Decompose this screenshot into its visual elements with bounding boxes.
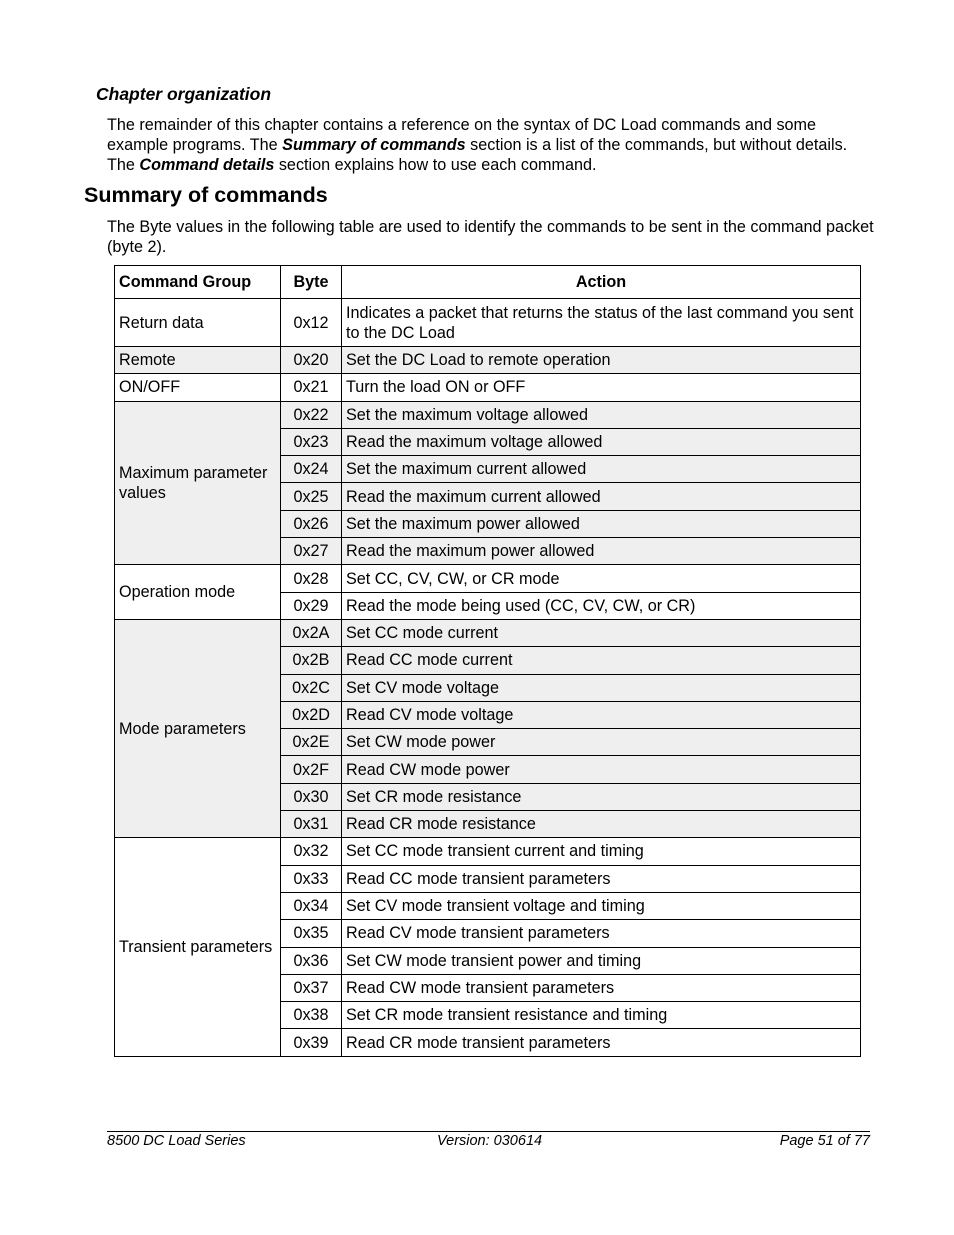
footer-product: 8500 DC Load Series bbox=[107, 1133, 246, 1149]
group-cell: Mode parameters bbox=[115, 619, 281, 837]
section-intro: The Byte values in the following table are used to identify the commands to be sent in the command packet (byte 2). bbox=[107, 218, 874, 256]
table-row bbox=[115, 347, 861, 374]
action-cell: Set the DC Load to remote operation bbox=[342, 347, 861, 374]
footer-page-number: Page 51 of 77 bbox=[779, 1133, 870, 1149]
group-cell: Transient parameters bbox=[115, 838, 281, 1056]
byte-cell: 0x24 bbox=[281, 456, 342, 483]
group-cell: Operation mode bbox=[115, 565, 281, 620]
intro-paragraph bbox=[107, 115, 877, 175]
action-cell: Set CR mode resistance bbox=[342, 783, 861, 810]
table-row bbox=[115, 838, 861, 865]
action-cell: Read CV mode voltage bbox=[342, 701, 861, 728]
action-cell: Read the mode being used (CC, CV, CW, or CR) bbox=[342, 592, 861, 619]
group-cell: Return data bbox=[115, 299, 281, 347]
action-cell: Read CW mode transient parameters bbox=[342, 974, 861, 1001]
byte-cell: 0x38 bbox=[281, 1002, 342, 1029]
chapter-heading: Chapter organization bbox=[96, 84, 272, 104]
action-cell: Read CC mode current bbox=[342, 647, 861, 674]
action-cell: Read the maximum voltage allowed bbox=[342, 428, 861, 455]
footer-divider bbox=[107, 1131, 870, 1132]
group-cell: Maximum parameter values bbox=[115, 401, 281, 565]
intro-bold-details: Command details bbox=[139, 156, 275, 174]
action-cell: Read the maximum power allowed bbox=[342, 538, 861, 565]
table-row bbox=[115, 374, 861, 401]
byte-cell: 0x30 bbox=[281, 783, 342, 810]
byte-cell: 0x25 bbox=[281, 483, 342, 510]
byte-cell: 0x22 bbox=[281, 401, 342, 428]
commands-table bbox=[114, 265, 861, 1057]
byte-cell: 0x2C bbox=[281, 674, 342, 701]
action-cell: Read CR mode resistance bbox=[342, 811, 861, 838]
byte-cell: 0x36 bbox=[281, 947, 342, 974]
byte-cell: 0x2E bbox=[281, 729, 342, 756]
byte-cell: 0x37 bbox=[281, 974, 342, 1001]
action-cell: Indicates a packet that returns the status of the last command you sent to the DC Load bbox=[342, 299, 861, 347]
action-cell: Turn the load ON or OFF bbox=[342, 374, 861, 401]
intro-text-2: section is a list of the commands, but without details. The bbox=[107, 136, 848, 174]
byte-cell: 0x20 bbox=[281, 347, 342, 374]
intro-text-3: section explains how to use each command. bbox=[274, 156, 597, 174]
byte-cell: 0x2B bbox=[281, 647, 342, 674]
action-cell: Set CW mode power bbox=[342, 729, 861, 756]
byte-cell: 0x31 bbox=[281, 811, 342, 838]
action-cell: Set the maximum power allowed bbox=[342, 510, 861, 537]
header-byte: Byte bbox=[281, 266, 342, 299]
byte-cell: 0x2F bbox=[281, 756, 342, 783]
action-cell: Set CC, CV, CW, or CR mode bbox=[342, 565, 861, 592]
table-header-row bbox=[115, 266, 861, 299]
group-cell: Remote bbox=[115, 347, 281, 374]
byte-cell: 0x29 bbox=[281, 592, 342, 619]
footer-version: Version: 030614 bbox=[437, 1133, 543, 1149]
action-cell: Set CW mode transient power and timing bbox=[342, 947, 861, 974]
action-cell: Read CW mode power bbox=[342, 756, 861, 783]
table-row bbox=[115, 299, 861, 347]
header-action: Action bbox=[342, 266, 861, 299]
action-cell: Read CV mode transient parameters bbox=[342, 920, 861, 947]
action-cell: Set CR mode transient resistance and timing bbox=[342, 1002, 861, 1029]
byte-cell: 0x21 bbox=[281, 374, 342, 401]
action-cell: Set CC mode transient current and timing bbox=[342, 838, 861, 865]
byte-cell: 0x26 bbox=[281, 510, 342, 537]
table-row bbox=[115, 619, 861, 646]
action-cell: Set the maximum voltage allowed bbox=[342, 401, 861, 428]
intro-text-1: The remainder of this chapter contains a reference on the syntax of DC Load commands and some example programs. The bbox=[107, 116, 817, 154]
byte-cell: 0x34 bbox=[281, 892, 342, 919]
table-row bbox=[115, 565, 861, 592]
byte-cell: 0x39 bbox=[281, 1029, 342, 1056]
group-cell: ON/OFF bbox=[115, 374, 281, 401]
action-cell: Set CV mode voltage bbox=[342, 674, 861, 701]
byte-cell: 0x33 bbox=[281, 865, 342, 892]
byte-cell: 0x12 bbox=[281, 299, 342, 347]
action-cell: Read CR mode transient parameters bbox=[342, 1029, 861, 1056]
header-command-group: Command Group bbox=[115, 266, 281, 299]
byte-cell: 0x28 bbox=[281, 565, 342, 592]
action-cell: Read CC mode transient parameters bbox=[342, 865, 861, 892]
byte-cell: 0x23 bbox=[281, 428, 342, 455]
byte-cell: 0x35 bbox=[281, 920, 342, 947]
action-cell: Set the maximum current allowed bbox=[342, 456, 861, 483]
byte-cell: 0x32 bbox=[281, 838, 342, 865]
action-cell: Set CC mode current bbox=[342, 619, 861, 646]
byte-cell: 0x2D bbox=[281, 701, 342, 728]
action-cell: Set CV mode transient voltage and timing bbox=[342, 892, 861, 919]
action-cell: Read the maximum current allowed bbox=[342, 483, 861, 510]
table-row bbox=[115, 401, 861, 428]
byte-cell: 0x2A bbox=[281, 619, 342, 646]
section-heading: Summary of commands bbox=[84, 183, 328, 207]
intro-bold-summary: Summary of commands bbox=[282, 136, 466, 154]
byte-cell: 0x27 bbox=[281, 538, 342, 565]
